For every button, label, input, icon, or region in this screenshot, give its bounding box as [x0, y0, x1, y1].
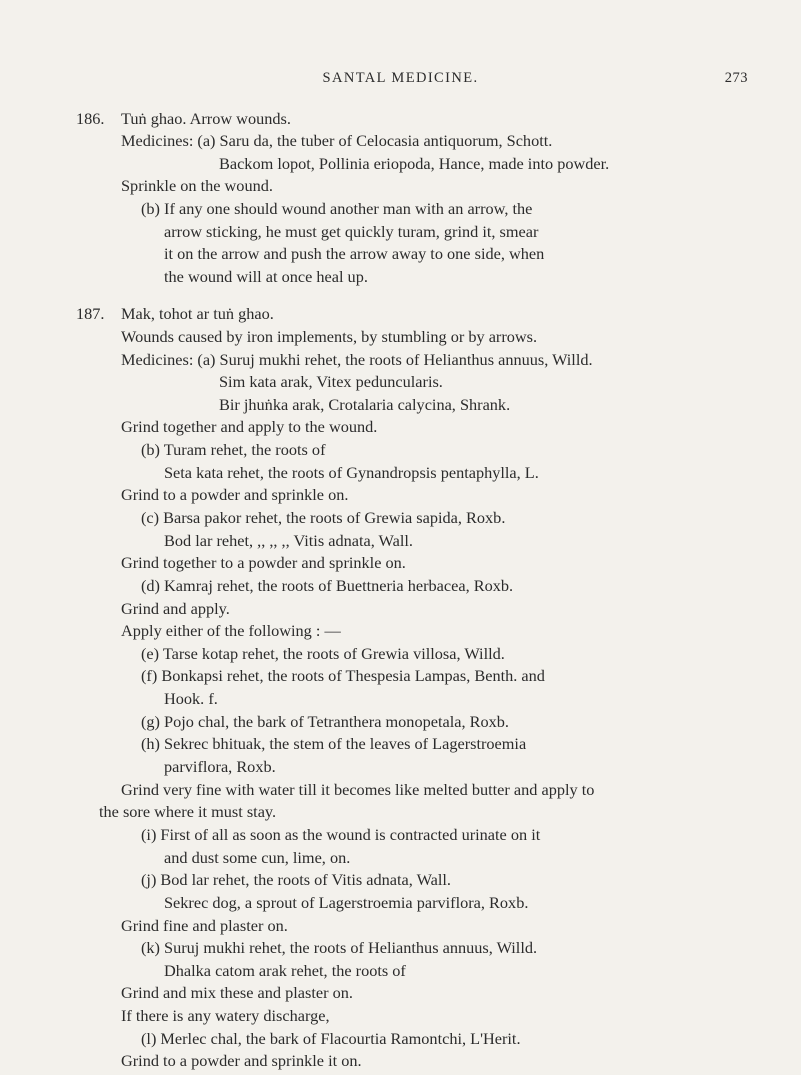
text-line: Grind together to a powder and sprinkle on. — [121, 553, 406, 573]
text-line: Grind and apply. — [121, 598, 230, 618]
text-line: Medicines: (a) Suruj mukhi rehet, the roots of Helianthus annuus, Willd. — [121, 349, 593, 369]
text-line: Grind together and apply to the wound. — [121, 417, 378, 437]
text-line: Grind very fine with water till it becomes like melted butter and apply to — [121, 779, 595, 799]
entry-heading: Tuṅ ghao. Arrow wounds. — [121, 109, 291, 129]
text-line: (c) Barsa pakor rehet, the roots of Grewia sapida, Roxb. — [141, 508, 506, 528]
page-number: 273 — [724, 70, 748, 86]
text-line: Wounds caused by iron implements, by stumbling or by arrows. — [121, 326, 538, 346]
text-line: (k) Suruj mukhi rehet, the roots of Helianthus annuus, Willd. — [141, 938, 538, 958]
text-line: (e) Tarse kotap rehet, the roots of Grewia villosa, Willd. — [141, 643, 505, 663]
text-line: (l) Merlec chal, the bark of Flacourtia Ramontchi, L'Herit. — [141, 1028, 521, 1048]
text-line: (g) Pojo chal, the bark of Tetranthera monopetala, Roxb. — [141, 711, 509, 731]
text-line: (h) Sekrec bhituak, the stem of the leaves of Lagerstroemia — [141, 734, 527, 754]
entry-heading: Mak, tohot ar tuṅ ghao. — [121, 304, 274, 324]
text-line: (d) Kamraj rehet, the roots of Buettneria herbacea, Roxb. — [141, 575, 514, 595]
text-line: Dhalka catom arak rehet, the roots of — [164, 960, 406, 980]
text-line: (f) Bonkapsi rehet, the roots of Thespesia Lampas, Benth. and — [141, 666, 545, 686]
text-line: Grind fine and plaster on. — [121, 915, 288, 935]
text-line: Grind to a powder and sprinkle on. — [121, 485, 349, 505]
text-line: the wound will at once heal up. — [164, 266, 368, 286]
page-header — [0, 70, 801, 92]
text-line: and dust some cun, lime, on. — [164, 847, 351, 867]
text-line: Grind and mix these and plaster on. — [121, 983, 353, 1003]
text-line: Grind to a powder and sprinkle it on. — [121, 1051, 362, 1071]
text-line: Apply either of the following : — — [121, 621, 341, 641]
text-line: Backom lopot, Pollinia eriopoda, Hance, made into powder. — [219, 153, 610, 173]
text-line: (i) First of all as soon as the wound is contracted urinate on it — [141, 824, 541, 844]
text-line: it on the arrow and push the arrow away to one side, when — [164, 244, 545, 264]
text-line: If there is any watery discharge, — [121, 1006, 330, 1026]
text-line: Sekrec dog, a sprout of Lagerstroemia parviflora, Roxb. — [164, 892, 529, 912]
text-line: Sprinkle on the wound. — [121, 176, 273, 196]
entry-number: 186. — [76, 109, 105, 129]
text-line: (b) Turam rehet, the roots of — [141, 440, 326, 460]
text-line: (b) If any one should wound another man with an arrow, the — [141, 198, 533, 218]
entry-number: 187. — [76, 304, 105, 324]
running-title: SANTAL MEDICINE. — [322, 70, 479, 86]
text-line: Hook. f. — [164, 689, 218, 709]
text-line: Bod lar rehet, ,, ,, ,, Vitis adnata, Wall. — [164, 530, 413, 550]
text-line: the sore where it must stay. — [99, 802, 277, 822]
text-line: (j) Bod lar rehet, the roots of Vitis adnata, Wall. — [141, 870, 451, 890]
text-line: arrow sticking, he must get quickly turam, grind it, smear — [164, 221, 539, 241]
text-line: Bir jhuṅka arak, Crotalaria calycina, Shrank. — [219, 394, 511, 414]
text-line: parviflora, Roxb. — [164, 757, 276, 777]
text-line: Sim kata arak, Vitex peduncularis. — [219, 372, 443, 392]
text-line: Medicines: (a) Saru da, the tuber of Celocasia antiquorum, Schott. — [121, 131, 553, 151]
text-line: Seta kata rehet, the roots of Gynandropsis pentaphylla, L. — [164, 462, 539, 482]
